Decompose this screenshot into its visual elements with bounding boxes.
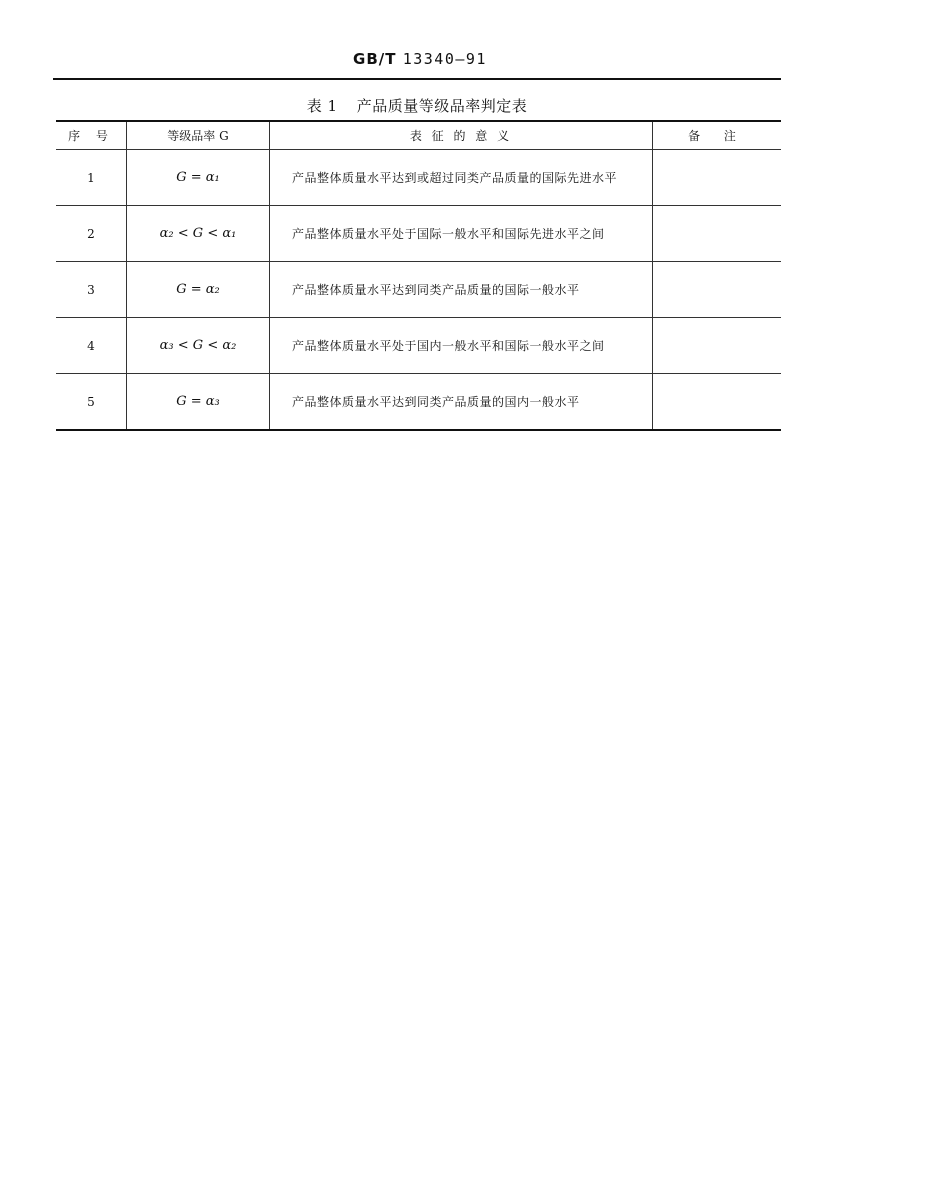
row-note (653, 374, 782, 431)
standard-prefix: GB/T (353, 50, 397, 68)
column-header-index: 序 号 (56, 121, 127, 150)
header-rule (53, 78, 781, 80)
row-meaning: 产品整体质量水平处于国内一般水平和国际一般水平之间 (292, 338, 605, 353)
column-header-grade: 等级品率 G (127, 121, 270, 150)
row-index: 5 (56, 374, 127, 431)
quality-grade-table (56, 120, 781, 431)
row-meaning-cell (270, 262, 653, 318)
row-index: 3 (56, 262, 127, 318)
row-note (653, 150, 782, 206)
row-note (653, 318, 782, 374)
row-grade: G = α₂ (127, 262, 270, 318)
column-header-meaning: 表 征 的 意 义 (270, 121, 653, 150)
table-caption-title: 产品质量等级品率判定表 (356, 97, 528, 115)
row-index: 4 (56, 318, 127, 374)
table-row (56, 206, 781, 262)
row-grade: α₃ < G < α₂ (127, 318, 270, 374)
row-note (653, 262, 782, 318)
row-meaning-cell (270, 318, 653, 374)
row-meaning: 产品整体质量水平处于国际一般水平和国际先进水平之间 (292, 226, 605, 241)
row-meaning-cell (270, 374, 653, 431)
row-grade: G = α₃ (127, 374, 270, 431)
row-grade: G = α₁ (127, 150, 270, 206)
row-index: 2 (56, 206, 127, 262)
row-meaning-cell (270, 206, 653, 262)
standard-number: 13340—91 (402, 50, 487, 68)
table-row (56, 262, 781, 318)
row-meaning: 产品整体质量水平达到同类产品质量的国际一般水平 (292, 282, 580, 297)
table-row (56, 150, 781, 206)
column-header-note: 备 注 (653, 121, 782, 150)
row-note (653, 206, 782, 262)
row-index: 1 (56, 150, 127, 206)
table-row (56, 318, 781, 374)
table-caption (53, 95, 781, 116)
row-grade: α₂ < G < α₁ (127, 206, 270, 262)
table-row (56, 374, 781, 431)
standard-header (0, 50, 840, 68)
table-caption-label: 表 1 (306, 97, 338, 115)
table-header-row (56, 121, 781, 150)
row-meaning: 产品整体质量水平达到同类产品质量的国内一般水平 (292, 394, 580, 409)
row-meaning: 产品整体质量水平达到或超过同类产品质量的国际先进水平 (292, 170, 618, 185)
row-meaning-cell (270, 150, 653, 206)
